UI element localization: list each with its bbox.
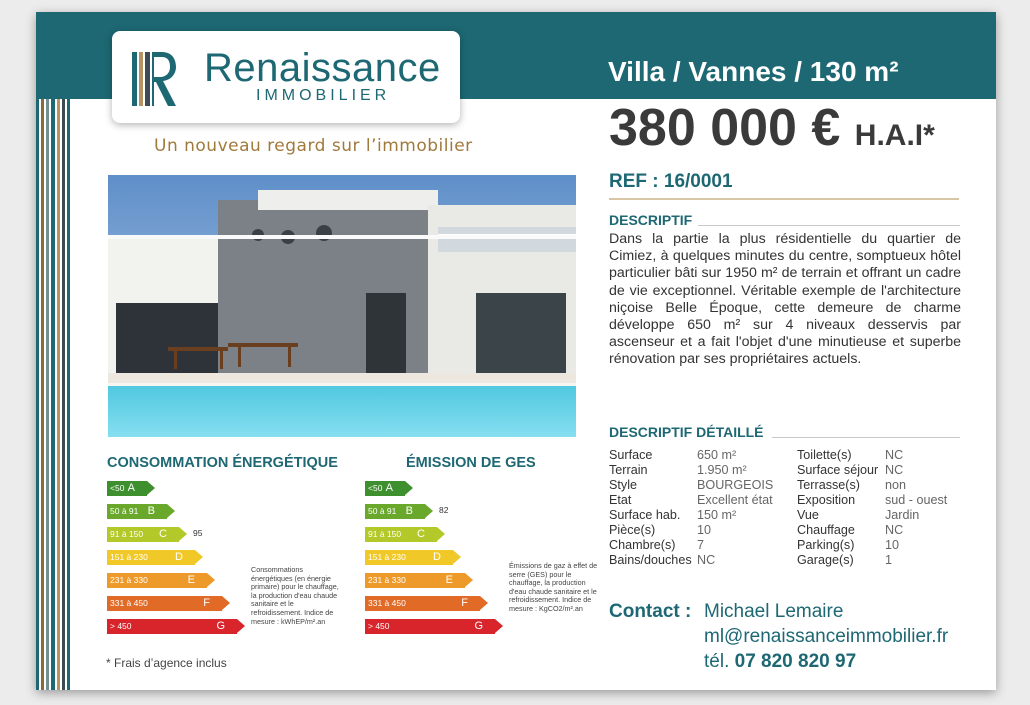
ges-class-bar (365, 550, 453, 565)
energy-class-letter: A (127, 482, 135, 494)
detail-value: NC (885, 463, 904, 477)
logo-box (112, 31, 460, 123)
ges-class-range: 331 à 450 (368, 598, 406, 608)
logo-subtitle: IMMOBILIER (256, 87, 391, 104)
detail-value: 1.950 m² (697, 463, 747, 477)
detail-divider (772, 437, 960, 438)
detail-heading: DESCRIPTIF DÉTAILLÉ (609, 424, 764, 440)
listing-card (36, 12, 996, 690)
ges-note: Émissions de gaz à effet de serre (GES) pour le chauffage, la production d'eau chaude sanitaire et le refroidissement. Indice de mesure : KgCO2/m².an (509, 561, 598, 613)
ges-class-letter: B (405, 505, 413, 517)
detail-row (609, 493, 969, 508)
energy-class-tip (237, 619, 245, 633)
detail-label: Chambre(s) (609, 538, 676, 552)
ges-class-letter: G (474, 620, 483, 632)
contact-tel-prefix: tél. (704, 651, 730, 672)
detail-row (609, 508, 969, 523)
detail-label: Terrain (609, 463, 648, 477)
detail-label: Terrasse(s) (797, 478, 860, 492)
ges-class-letter: C (417, 528, 425, 540)
detail-label: Exposition (797, 493, 856, 507)
detail-row (609, 478, 969, 493)
energy-class-bar (107, 573, 207, 588)
property-photo (108, 175, 576, 437)
detail-value: NC (697, 553, 716, 567)
contact-name: Michael Lemaire (704, 601, 844, 622)
energy-class-range: 50 à 91 (110, 506, 139, 516)
ges-class-letter: F (461, 597, 468, 609)
frais-note: * Frais d’agence inclus (106, 656, 227, 670)
ges-class-range: 50 à 91 (368, 506, 397, 516)
energy-class-range: 91 à 150 (110, 529, 144, 539)
detail-label: Pièce(s) (609, 523, 656, 537)
detail-value: 150 m² (697, 508, 737, 522)
detail-label: Surface séjour (797, 463, 879, 477)
detail-row (609, 538, 969, 553)
detail-label: Bains/douches (609, 553, 692, 567)
energy-class-tip (195, 550, 203, 564)
ges-class-tip (480, 596, 488, 610)
detail-row (609, 463, 969, 478)
detail-label: Parking(s) (797, 538, 855, 552)
detail-value: Excellent état (697, 493, 773, 507)
detail-value: 10 (885, 538, 900, 552)
ges-class-bar (365, 596, 480, 611)
energy-class-letter: C (159, 528, 167, 540)
contact-tel[interactable]: 07 820 820 97 (734, 651, 857, 672)
detail-label: Toilette(s) (797, 448, 852, 462)
price-value: 380 000 € (609, 99, 841, 157)
detail-label: Surface (609, 448, 653, 462)
energy-note: Consommations énergétiques (en énergie primaire) pour le chauffage, la production d'eau chaude sanitaire et le refroidissement. Indice de mesure : kWhEP/m².an (251, 565, 339, 626)
detail-label: Garage(s) (797, 553, 854, 567)
tagline: Un nouveau regard sur l’immobilier (154, 136, 473, 156)
detail-value: sud - ouest (885, 493, 948, 507)
ges-class-bar (365, 527, 437, 542)
energy-value-marker: 95 (193, 528, 203, 538)
ges-class-tip (425, 504, 433, 518)
contact-block: Contact : (609, 601, 692, 622)
detail-value: 7 (697, 538, 705, 552)
logo-name: Renaissance (204, 46, 441, 90)
energy-heading: CONSOMMATION ÉNERGÉTIQUE (107, 455, 338, 471)
decorative-stripes (36, 99, 72, 690)
contact-email[interactable]: ml@renaissanceimmobilier.fr (704, 626, 949, 647)
contact-phone[interactable] (704, 650, 856, 674)
logo-mark-icon (132, 52, 178, 106)
detail-value: NC (885, 523, 904, 537)
energy-class-bar (107, 527, 179, 542)
energy-class-letter: E (187, 574, 195, 586)
ges-class-tip (437, 527, 445, 541)
detail-row (609, 523, 969, 538)
ges-class-letter: D (433, 551, 441, 563)
ges-class-tip (405, 481, 413, 495)
listing-ref: REF : 16/0001 (609, 171, 733, 192)
ges-class-bar (365, 619, 495, 634)
energy-class-bar (107, 550, 195, 565)
contact-label: Contact (609, 601, 680, 622)
listing-title: Villa / Vannes / 130 m² (608, 56, 899, 87)
detail-label: Surface hab. (609, 508, 681, 522)
detail-row (609, 553, 969, 568)
ges-class-bar (365, 504, 425, 519)
detail-label: Style (609, 478, 637, 492)
ges-class-tip (495, 619, 503, 633)
detail-label: Chauffage (797, 523, 855, 537)
energy-class-letter: D (175, 551, 183, 563)
ges-class-tip (453, 550, 461, 564)
energy-class-tip (167, 504, 175, 518)
ges-class-tip (465, 573, 473, 587)
ges-class-letter: E (445, 574, 453, 586)
energy-class-tip (207, 573, 215, 587)
detail-label: Vue (797, 508, 819, 522)
energy-class-letter: F (203, 597, 210, 609)
energy-class-bar (107, 619, 237, 634)
ges-class-range: <50 (368, 483, 383, 493)
energy-class-bar (107, 481, 147, 496)
ges-value-marker: 82 (439, 505, 449, 515)
energy-class-letter: G (216, 620, 225, 632)
price-suffix: H.A.I* (854, 119, 935, 152)
listing-price (609, 98, 935, 158)
detail-value: 1 (885, 553, 893, 567)
energy-class-bar (107, 596, 222, 611)
ges-class-range: 91 à 150 (368, 529, 402, 539)
ges-heading: ÉMISSION DE GES (406, 455, 536, 471)
energy-class-range: 331 à 450 (110, 598, 148, 608)
detail-value: non (885, 478, 907, 492)
detail-value: 10 (697, 523, 712, 537)
energy-class-tip (179, 527, 187, 541)
detail-value: NC (885, 448, 904, 462)
ges-class-bar (365, 481, 405, 496)
energy-class-tip (147, 481, 155, 495)
energy-class-range: > 450 (110, 621, 132, 631)
detail-label: Etat (609, 493, 632, 507)
ges-class-range: > 450 (368, 621, 390, 631)
ges-class-range: 231 à 330 (368, 575, 406, 585)
energy-class-range: 151 à 230 (110, 552, 148, 562)
detail-row (609, 448, 969, 463)
ges-class-letter: A (385, 482, 393, 494)
detail-value: BOURGEOIS (697, 478, 774, 492)
detail-value: 650 m² (697, 448, 737, 462)
energy-class-range: 231 à 330 (110, 575, 148, 585)
energy-class-letter: B (147, 505, 155, 517)
descriptif-heading: DESCRIPTIF (609, 212, 693, 228)
ref-divider (609, 198, 959, 200)
detail-value: Jardin (885, 508, 920, 522)
descriptif-divider (698, 225, 960, 226)
energy-class-range: <50 (110, 483, 125, 493)
energy-class-tip (222, 596, 230, 610)
ges-class-range: 151 à 230 (368, 552, 406, 562)
descriptif-text: Dans la partie la plus résidentielle du quartier de Cimiez, à quelques minutes du centre, somptueux hôtel particulier bâti sur 1950 m² de terrain et offrant un cadre de vie exceptionnel. Véritable exemple de l'architecture niçoise Belle Époque, cette demeure de charme développe 650 m² sur 4 niveaux desservis par ascenseur et a fait l'objet d'une minutieuse et superbe rénovation par ses propriétaires actuels. (609, 231, 961, 368)
energy-class-bar (107, 504, 167, 519)
ges-class-bar (365, 573, 465, 588)
detail-table (609, 448, 969, 568)
